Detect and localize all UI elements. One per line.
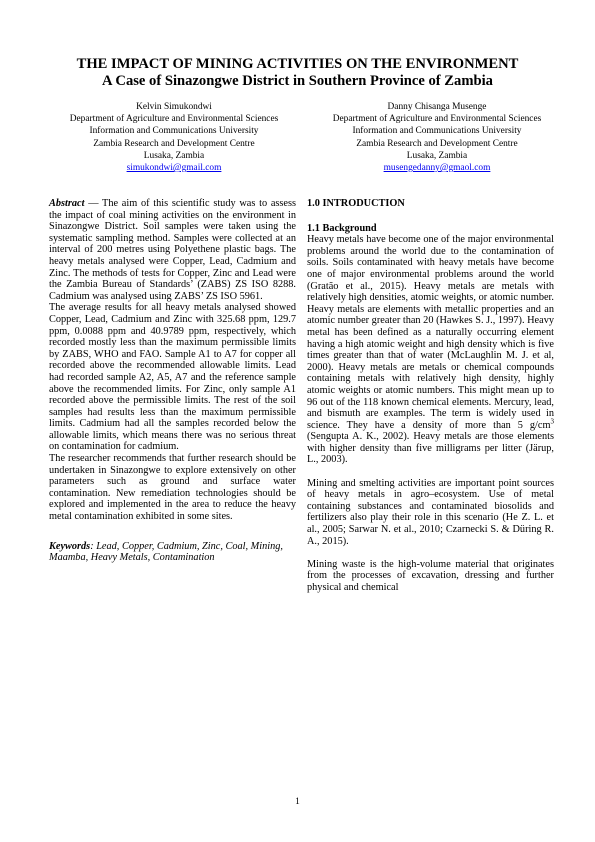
abstract-text: — The aim of this scientific study was to assess the impact of coal mining activities on the environment in Sinazongwe District. Soil samples were taken using the systematic sampling method. Samples were collected at an interval of 200 metres using Polyethene plastic bags. The heavy metals analysed were Copper, Lead, Cadmium and Zinc. The methods of tests for Copper, Zinc and Lead were the Zambia Bureau of Standards’ (ZABS) ZS ISO 8288. Cadmium was analysed using ZABS’ ZS ISO 5961. [49, 198, 296, 302]
author-name: Kelvin Simukondwi [136, 102, 212, 112]
title-line-1: THE IMPACT OF MINING ACTIVITIES ON THE ENVIRONMENT [76, 56, 519, 72]
author-block-2 [302, 101, 572, 174]
abstract-paragraph-1 [49, 198, 296, 302]
author-email-link[interactable]: simukondwi@gmail.com [126, 163, 222, 174]
page-number: 1 [295, 797, 300, 807]
author-department: Department of Agriculture and Environmental Sciences [69, 114, 279, 125]
author-email-link[interactable]: musengedanny@gmaol.com [383, 163, 491, 174]
intro-paragraph-3: Mining waste is the high-volume material that originates from the processes of excavation, dressing and further physical and chemical [307, 558, 554, 593]
abstract-paragraph-3: The researcher recommends that further research should be undertaken in Sinazongwe to explore extensively on other parameters such as ground and surface water contamination. New remediation technologies should be explored and implemented in the area to reduce the heavy metal contamination exhibited in some sites. [49, 453, 296, 523]
right-column [307, 198, 554, 594]
abstract-label: Abstract [49, 198, 85, 209]
keywords [49, 541, 296, 564]
intro-text-b: (Sengupta A. K., 2002). Heavy metals are those elements with higher density than five milligrams per litter (Järup, L., 2003). [307, 431, 554, 466]
author-block-1 [39, 101, 309, 174]
author-centre: Zambia Research and Development Centre [356, 138, 518, 149]
intro-text-a: Heavy metals have become one of the major environmental problems around the world due to the contamination of soils. Soils contaminated with heavy metals have become one of major environmental problems around the world (Gratão et al., 2015). Heavy metals are metals with relatively high densities, atomic weights, or atomic number. Heavy metals are elements with metallic properties and an atomic number greater than 20 (Hawkes S. J., 1997). Heavy metal has been defined as a naturally occurring element having a high atomic weight and high density which is five times greater than that of water (McLaughlin M. J. et al, 2000). Heavy metals are metals or chemical compounds containing metals with relatively high density, highly atomic weights or atomic numbers. This might mean up to 96 out of the 118 known chemical elements. Mercury, lead, and bismuth are examples. The term is widely used in science. They have a density of more than 5 g/cm [307, 234, 554, 431]
superscript: 3 [550, 417, 554, 426]
abstract-paragraph-2: The average results for all heavy metals analysed showed Copper, Lead, Cadmium and Zinc with 325.68 ppm, 129.7 ppm, 0.0088 ppm and 40.9789 ppm, respectively, which recorded mostly less than the maximum permissible limits by ZABS, WHO and FAO. Sample A1 to A7 for copper all recorded above the recommended allowable limits. Lead had recorded sample A2, A5, A7 and the reference sample above the recommended limits. For Zinc, only sample A1 recorded above the permissible limits. The rest of the soil samples had results less than the maximum permissible limits. Cadmium had all the samples recorded below the allowable limits, which means there was no serious threat on contamination for cadmium. [49, 302, 296, 453]
keywords-label: Keywords [49, 540, 91, 552]
title-line-2: A Case of Sinazongwe District in Southern Province of Zambia [102, 73, 493, 89]
author-name: Danny Chisanga Musenge [387, 102, 487, 112]
left-column [49, 198, 296, 564]
author-city: Lusaka, Zambia [143, 150, 205, 161]
intro-paragraph-2: Mining and smelting activities are important point sources of heavy metals in agro–ecosystem. Use of metal containing substances and contaminated biosolids and fertilizers also play their role in this scenario (He Z. L. et al., 2005; Sarwar N. et al., 2010; Czarnecki S. & Düring R. A., 2015). [307, 477, 554, 547]
author-university: Information and Communications University [89, 126, 259, 137]
author-city: Lusaka, Zambia [406, 150, 468, 161]
author-centre: Zambia Research and Development Centre [93, 138, 255, 149]
subsection-heading: 1.1 Background [307, 222, 377, 234]
intro-paragraph-1 [307, 234, 554, 466]
keywords-text: : Lead, Copper, Cadmium, Zinc, Coal, Mining, Maamba, Heavy Metals, Contamination [49, 540, 283, 564]
section-heading: 1.0 INTRODUCTION [307, 198, 405, 209]
author-university: Information and Communications University [352, 126, 522, 137]
paper-title [40, 56, 555, 90]
author-department: Department of Agriculture and Environmental Sciences [332, 114, 542, 125]
